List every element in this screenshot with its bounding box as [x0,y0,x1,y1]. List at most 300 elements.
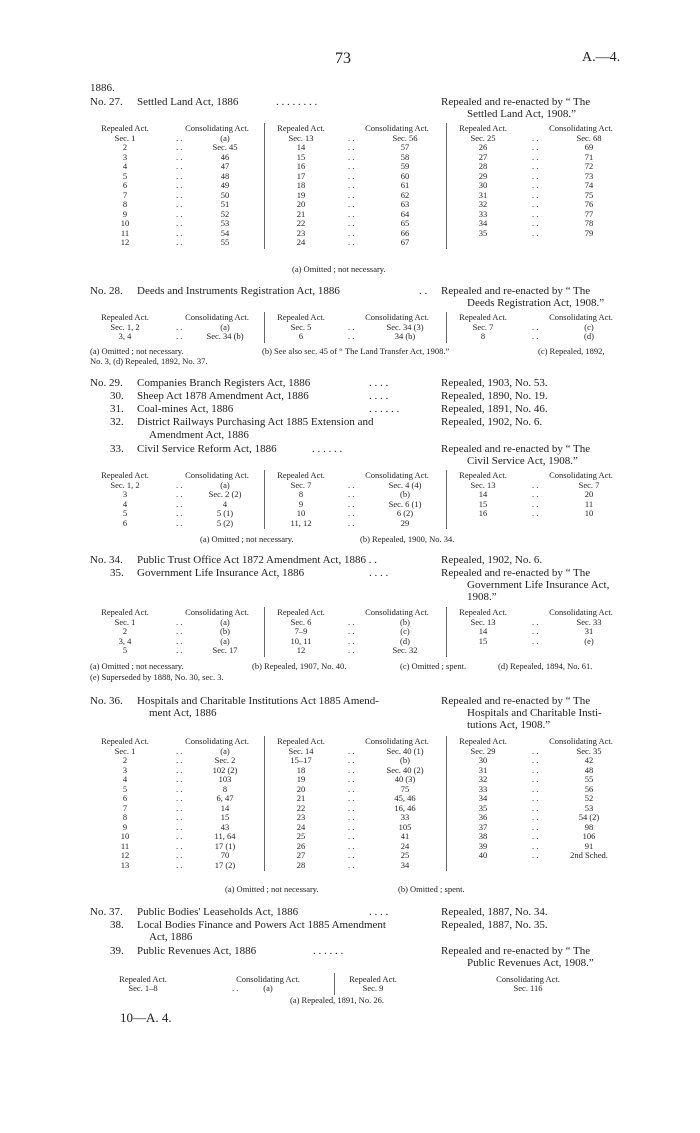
s27-g1-consolidating-cell: 50 [220,189,230,200]
s35-g1-repealed-cell: 3, 4 [118,635,132,646]
s36-g1-dot-leader: . . [176,840,183,851]
s27-g2-dot-leader: . . [348,170,355,181]
list37-item-title: Public Bodies' Leaseholds Act, 1886 [137,906,299,918]
s33-g2-repealed-cell: 10 [296,508,306,518]
s33-g3-repealed-cell: 16 [478,508,488,518]
s33-g2-repealed-cell: 9 [298,498,304,509]
s35-footnote-c: (c) Omitted ; spent. [400,661,467,671]
s33-g1-dot-leader: . . [176,479,183,490]
s36-title-line2: ment Act, 1886 [149,707,217,719]
s36-g1-consolidating-cell: 70 [220,850,230,860]
s27-g3-repealed-cell: 26 [478,142,488,152]
s39-dots: . . . . . . [313,945,344,957]
s27-g2-header-consolidating: Consolidating Act. [365,123,429,133]
s28-status-line1: Repealed and re-enacted by “ The [441,285,591,297]
s33-g2-consolidating-cell: 29 [400,517,410,528]
s35-column-divider [446,607,447,657]
list37-item-number: 38. [110,919,124,931]
s28-column-divider [264,312,265,343]
s35-g2-consolidating-cell: (d) [400,635,410,646]
s36-g1-consolidating-cell: (a) [220,745,230,756]
s39-repealed-1: Sec. 1–8 [128,983,158,993]
s35-g1-header-consolidating: Consolidating Act. [185,607,249,617]
s27-g3-dot-leader: . . [532,208,539,219]
s27-g3-dot-leader: . . [532,199,539,209]
s35-g3-consolidating-cell: (e) [584,635,594,646]
s27-title: Settled Land Act, 1886 [137,96,239,108]
s27-g2-dot-leader: . . [348,218,355,228]
s33-g2-dot-leader: . . [348,479,355,490]
s27-g2-dot-leader: . . [348,180,355,190]
s35-g2-dot-leader: . . [348,645,355,655]
s36-g1-dot-leader: . . [176,812,183,822]
s27-status-line1: Repealed and re-enacted by “ The [441,96,591,108]
s33-g1-consolidating-cell: Sec. 2 (2) [208,489,242,499]
s35-g1-consolidating-cell: (a) [220,616,230,627]
s36-g2-consolidating-cell: 33 [400,812,410,822]
s35-g2-consolidating-cell: (b) [400,616,410,627]
s36-g1-dot-leader: . . [176,821,183,832]
s36-no: No. 36. [90,695,123,707]
s27-g3-dot-leader: . . [532,132,539,143]
s27-g3-consolidating-cell: 69 [584,142,594,152]
s27-g3-consolidating-cell: 71 [584,151,594,162]
s36-g2-repealed-cell: 24 [296,821,306,832]
list29-item-title: District Railways Purchasing Act 1885 Extension and [137,416,374,428]
s36-g2-dot-leader: . . [348,831,355,841]
s36-g3-repealed-cell: 33 [478,783,488,794]
s33-no: 33. [110,443,124,455]
s27-g2-repealed-cell: 19 [296,189,306,200]
s27-g2-repealed-cell: 18 [296,180,306,190]
s36-g2-repealed-cell: 20 [296,783,306,794]
s27-g1-repealed-cell: Sec. 1 [114,132,136,143]
s27-g3-repealed-cell: 34 [478,218,488,228]
s36-g3-consolidating-cell: 55 [584,774,594,784]
s33-g1-repealed-cell: 4 [122,498,128,509]
s33-g1-consolidating-cell: 5 (1) [216,508,234,518]
s35-footnote-d: (d) Repealed, 1894, No. 61. [498,661,593,671]
list29-item-status: Repealed, 1902, No. 6. [441,416,543,428]
s27-g1-repealed-cell: 8 [122,199,128,209]
s27-g3-repealed-cell: 35 [478,227,488,238]
s36-g2-consolidating-cell: 24 [400,840,410,851]
list29-item-title: Sheep Act 1878 Amendment Act, 1886 [137,390,309,402]
s36-g1-repealed-cell: 5 [122,783,128,794]
s27-g3-dot-leader: . . [532,189,539,200]
s28-g2-header-repealed: Repealed Act. [277,312,325,322]
s27-g1-repealed-cell: 3 [122,151,128,162]
s33-g2-dot-leader: . . [348,498,355,509]
s36-g1-repealed-cell: 3 [122,764,128,775]
s27-g1-dot-leader: . . [176,170,183,181]
s39-footnote: (a) Repealed, 1891, No. 26. [290,995,384,1005]
s27-g1-consolidating-cell: 46 [220,151,230,162]
s36-g3-dot-leader: . . [532,764,539,775]
s36-g2-consolidating-cell: Sec. 40 (1) [386,745,424,756]
s27-g1-consolidating-cell: 52 [220,208,230,219]
s36-footnote-a: (a) Omitted ; not necessary. [225,884,319,894]
s36-g3-consolidating-cell: 52 [584,793,594,803]
s36-g1-repealed-cell: 4 [122,774,128,784]
s36-g1-dot-leader: . . [176,859,183,870]
s28-g2-consolidating-cell: Sec. 34 (3) [386,321,424,332]
list29-item-status: Repealed, 1891, No. 46. [441,403,548,415]
s27-g3-repealed-cell: 28 [478,161,488,171]
s33-column-divider [446,470,447,529]
s27-g2-header-repealed: Repealed Act. [277,123,325,133]
s27-g2-repealed-cell: 22 [296,218,306,228]
s36-g1-dot-leader: . . [176,745,183,756]
s35-g2-dot-leader: . . [348,626,355,636]
s27-g3-repealed-cell: 32 [478,199,488,209]
s35-g2-dot-leader: . . [348,635,355,646]
s27-g2-dot-leader: . . [348,208,355,219]
s33-g3-repealed-cell: Sec. 13 [470,479,496,490]
s36-g3-consolidating-cell: 56 [584,783,594,794]
s35-g3-header-repealed: Repealed Act. [459,607,507,617]
s33-g3-dot-leader: . . [532,508,539,518]
s36-title-line1: Hospitals and Charitable Institutions Act 1885 Amend- [137,695,379,707]
s27-g1-dot-leader: . . [176,180,183,190]
s39-header-repealed-1: Repealed Act. [119,974,167,984]
s39-divider [334,973,335,995]
s28-g2-dot-leader: . . [348,321,355,332]
s35-no: 35. [110,567,124,579]
s27-g2-consolidating-cell: 64 [400,208,410,219]
s36-g3-repealed-cell: 39 [478,840,488,851]
s33-status-line1: Repealed and re-enacted by “ The [441,443,591,455]
s28-g3-repealed-cell: 8 [480,331,486,341]
s33-footnote-a: (a) Omitted ; not necessary. [200,534,294,544]
s36-g3-dot-leader: . . [532,783,539,794]
s35-status-line1: Repealed and re-enacted by “ The [441,567,591,579]
s27-g3-consolidating-cell: 74 [584,180,594,190]
s36-g3-repealed-cell: 32 [478,774,488,784]
s27-g1-repealed-cell: 10 [120,218,130,228]
s28-g3-dot-leader: . . [532,321,539,332]
s27-g2-dot-leader: . . [348,227,355,238]
s27-g3-consolidating-cell: 77 [584,208,594,219]
s34-no: No. 34. [90,554,123,566]
s36-g2-consolidating-cell: Sec. 40 (2) [386,764,424,775]
s36-g2-consolidating-cell: (b) [400,755,410,765]
s36-g3-repealed-cell: 35 [478,802,488,813]
s36-g3-dot-leader: . . [532,745,539,756]
s36-g1-consolidating-cell: 17 (1) [214,840,236,851]
s27-g3-repealed-cell: 30 [478,180,488,190]
s27-g1-header-repealed: Repealed Act. [101,123,149,133]
s36-g1-consolidating-cell: 6, 47 [216,793,234,803]
s27-g3-dot-leader: . . [532,142,539,152]
s36-g1-consolidating-cell: 15 [220,812,230,822]
s33-g1-repealed-cell: 5 [122,508,128,518]
list29-item-number: 32. [110,416,124,428]
s35-g1-dot-leader: . . [176,626,183,636]
s33-g3-repealed-cell: 14 [478,489,488,499]
s33-g2-consolidating-cell: (b) [400,489,410,499]
s28-g3-header-consolidating: Consolidating Act. [549,312,613,322]
s36-g3-dot-leader: . . [532,774,539,784]
s28-footnote-a: (a) Omitted ; not necessary. [90,346,184,356]
s27-g2-repealed-cell: 14 [296,142,306,152]
s27-column-divider [264,123,265,249]
s33-g3-consolidating-cell: Sec. 7 [578,479,600,490]
s36-g2-dot-leader: . . [348,840,355,851]
s33-g2-header-repealed: Repealed Act. [277,470,325,480]
s27-g2-repealed-cell: 24 [296,237,306,247]
s32-title-cont: Amendment Act, 1886 [149,429,249,441]
s35-g3-dot-leader: . . [532,626,539,636]
s28-g2-header-consolidating: Consolidating Act. [365,312,429,322]
s36-g1-dot-leader: . . [176,793,183,803]
s35-title: Government Life Insurance Act, 1886 [137,567,305,579]
s28-g2-dot-leader: . . [348,331,355,341]
s35-g2-repealed-cell: 12 [296,645,306,655]
s35-g2-dot-leader: . . [348,616,355,627]
s35-g1-consolidating-cell: Sec. 17 [212,645,238,655]
s36-g1-dot-leader: . . [176,783,183,794]
s36-g1-repealed-cell: 11 [120,840,130,851]
s27-g3-consolidating-cell: 79 [584,227,594,238]
s39-consolidating-2: Sec. 116 [513,983,543,993]
s27-g3-consolidating-cell: 73 [584,170,594,181]
s35-g1-consolidating-cell: (b) [220,626,230,636]
list29-item-dots: . . . . . . [369,403,400,415]
s27-g1-dot-leader: . . [176,132,183,143]
s36-g3-consolidating-cell: 98 [584,821,594,832]
s36-g2-repealed-cell: 27 [296,850,306,860]
s35-g3-consolidating-cell: 31 [584,626,594,636]
s36-g2-dot-leader: . . [348,783,355,794]
s36-g2-repealed-cell: 26 [296,840,306,851]
s35-g3-dot-leader: . . [532,635,539,646]
s27-g2-consolidating-cell: 63 [400,199,410,209]
s35-g1-consolidating-cell: (a) [220,635,230,646]
s27-g1-header-consolidating: Consolidating Act. [185,123,249,133]
s27-g1-repealed-cell: 6 [122,180,128,190]
s27-g2-dot-leader: . . [348,151,355,162]
s33-g2-header-consolidating: Consolidating Act. [365,470,429,480]
s27-g2-dot-leader: . . [348,237,355,247]
s39-title: Public Revenues Act, 1886 [137,945,257,957]
s36-status-line1: Repealed and re-enacted by “ The [441,695,591,707]
s27-g2-dot-leader: . . [348,189,355,200]
s33-g2-consolidating-cell: 6 (2) [396,508,414,518]
s28-g3-consolidating-cell: (d) [584,331,594,341]
s36-g2-dot-leader: . . [348,764,355,775]
s35-g3-consolidating-cell: Sec. 33 [576,616,602,627]
s28-g1-header-consolidating: Consolidating Act. [185,312,249,322]
s36-g1-dot-leader: . . [176,764,183,775]
s33-g1-repealed-cell: Sec. 1, 2 [110,479,140,490]
s35-g2-repealed-cell: 7–9 [294,626,308,636]
s27-g3-dot-leader: . . [532,180,539,190]
s36-g2-header-consolidating: Consolidating Act. [365,736,429,746]
s33-g2-consolidating-cell: Sec. 6 (1) [388,498,422,509]
s33-g1-dot-leader: . . [176,489,183,499]
s36-g3-consolidating-cell: 106 [582,831,596,841]
s36-status-line2: Hospitals and Charitable Insti- [467,707,602,719]
s36-g3-repealed-cell: 34 [478,793,488,803]
s27-g2-consolidating-cell: 60 [400,170,410,181]
s27-g1-repealed-cell: 2 [122,142,128,152]
s39-status-line2: Public Revenues Act, 1908.” [467,957,594,969]
s27-g1-repealed-cell: 12 [120,237,130,247]
s36-g3-consolidating-cell: 91 [584,840,594,851]
s36-g1-repealed-cell: 2 [122,755,128,765]
s28-g1-dot-leader: . . [176,331,183,341]
s35-g1-dot-leader: . . [176,635,183,646]
s36-g1-repealed-cell: 8 [122,812,128,822]
s28-g2-repealed-cell: 6 [298,331,304,341]
s27-g1-dot-leader: . . [176,218,183,228]
s27-g1-consolidating-cell: (a) [220,132,230,143]
s33-g3-dot-leader: . . [532,489,539,499]
s27-g3-consolidating-cell: 75 [584,189,594,200]
list29-item-dots: . . . . [369,390,389,402]
s28-no: No. 28. [90,285,123,297]
s36-g3-repealed-cell: Sec. 29 [470,745,496,756]
s27-no: No. 27. [90,96,123,108]
s36-g1-consolidating-cell: Sec. 2 [214,755,236,765]
s27-g3-header-repealed: Repealed Act. [459,123,507,133]
s33-title: Civil Service Reform Act, 1886 [137,443,277,455]
s33-g1-dot-leader: . . [176,508,183,518]
page-reference: A.—4. [582,50,621,65]
s36-status-line3: tutions Act, 1908.” [467,719,551,731]
s27-g1-dot-leader: . . [176,237,183,247]
s35-g2-consolidating-cell: (c) [400,626,410,636]
s27-g2-consolidating-cell: Sec. 56 [392,132,418,143]
s33-g1-repealed-cell: 6 [122,517,128,528]
s33-dots: . . . . . . [312,443,343,455]
s33-g2-repealed-cell: 8 [298,489,304,499]
s36-g2-repealed-cell: 19 [296,774,306,784]
s33-g2-dot-leader: . . [348,508,355,518]
s36-g2-repealed-cell: 18 [296,764,306,775]
s27-g2-repealed-cell: 23 [296,227,306,238]
s28-g1-repealed-cell: Sec. 1, 2 [110,321,140,332]
s36-g1-repealed-cell: 9 [122,821,128,832]
s27-g1-consolidating-cell: 49 [220,180,230,190]
s36-g2-consolidating-cell: 45, 46 [394,793,416,803]
s36-g3-repealed-cell: 40 [478,850,488,860]
s36-g2-dot-leader: . . [348,774,355,784]
s36-footnote-b: (b) Omitted ; spent. [398,884,465,894]
s28-footnote-b: (b) See also sec. 45 of “ The Land Transfer Act, 1908.” [262,346,450,356]
list29-item-status: Repealed, 1890, No. 19. [441,390,548,402]
s35-status-line3: 1908.” [467,591,497,603]
s39-header-consolidating-1: Consolidating Act. [236,974,300,984]
s36-g1-consolidating-cell: 11, 64 [214,831,236,841]
s36-g3-repealed-cell: 36 [478,812,488,822]
s28-footnote-c: (c) Repealed, 1892, [538,346,605,356]
s33-g3-header-consolidating: Consolidating Act. [549,470,613,480]
s36-g2-consolidating-cell: 105 [398,821,412,832]
s27-g1-dot-leader: . . [176,199,183,209]
s27-g3-header-consolidating: Consolidating Act. [549,123,613,133]
s36-g1-header-repealed: Repealed Act. [101,736,149,746]
s36-g3-consolidating-cell: 2nd Sched. [570,850,608,860]
s27-g1-dot-leader: . . [176,189,183,200]
s36-g2-dot-leader: . . [348,755,355,765]
s27-g3-repealed-cell: Sec. 25 [470,132,496,143]
s36-g2-repealed-cell: 21 [296,793,306,803]
s27-g1-consolidating-cell: 48 [220,170,230,181]
s36-g1-repealed-cell: Sec. 1 [114,745,136,756]
s33-column-divider [264,470,265,529]
s36-g2-consolidating-cell: 34 [400,859,410,870]
s35-g2-repealed-cell: 10, 11 [290,635,312,646]
s35-g3-repealed-cell: 15 [478,635,488,646]
s33-g2-dot-leader: . . [348,489,355,499]
s27-dots: . . . . . . . . [276,96,318,108]
s36-g3-dot-leader: . . [532,840,539,851]
s36-g1-repealed-cell: 12 [120,850,130,860]
s33-g1-consolidating-cell: 5 (2) [216,517,234,528]
s27-g1-repealed-cell: 9 [122,208,128,219]
s27-g3-dot-leader: . . [532,151,539,162]
s28-g1-consolidating-cell: Sec. 34 (b) [206,331,244,341]
s27-g2-dot-leader: . . [348,142,355,152]
s27-g1-consolidating-cell: Sec. 45 [212,142,238,152]
s36-g3-consolidating-cell: 48 [584,764,594,775]
s33-g3-dot-leader: . . [532,479,539,490]
s28-g1-dot-leader: . . [176,321,183,332]
s27-g1-repealed-cell: 4 [122,161,128,171]
s28-column-divider [446,312,447,343]
year-heading: 1886. [90,82,115,94]
s28-footnote-d: No. 3, (d) Repealed, 1892, No. 37. [90,356,208,366]
list29-item-number: No. 29. [90,377,123,389]
s35-g2-header-consolidating: Consolidating Act. [365,607,429,617]
s27-g3-repealed-cell: 31 [478,189,488,200]
s27-g2-consolidating-cell: 65 [400,218,410,228]
list29-item-number: 30. [110,390,124,402]
s36-g1-repealed-cell: 6 [122,793,128,803]
s27-g2-repealed-cell: 16 [296,161,306,171]
s27-g3-consolidating-cell: 76 [584,199,594,209]
s35-dots: . . . . [369,567,389,579]
list37-item-title: Local Bodies Finance and Powers Act 1885 Amendment [137,919,386,931]
s36-g2-dot-leader: . . [348,802,355,813]
s36-g2-repealed-cell: 23 [296,812,306,822]
s36-column-divider [264,736,265,871]
s28-g1-header-repealed: Repealed Act. [101,312,149,322]
s36-g1-consolidating-cell: 8 [222,783,228,794]
s28-dots: . . [419,285,428,297]
s27-g3-repealed-cell: 33 [478,208,488,219]
s27-g3-dot-leader: . . [532,218,539,228]
s33-g2-repealed-cell: Sec. 7 [290,479,312,490]
s27-g1-consolidating-cell: 47 [220,161,230,171]
s27-g2-repealed-cell: 15 [296,151,306,162]
s36-g1-consolidating-cell: 103 [218,774,232,784]
s28-status-line2: Deeds Registration Act, 1908.” [467,297,605,309]
s35-g1-dot-leader: . . [176,645,183,655]
s36-g2-consolidating-cell: 16, 46 [394,802,416,813]
s27-g1-repealed-cell: 5 [122,170,128,181]
s27-g1-dot-leader: . . [176,161,183,171]
s27-g2-consolidating-cell: 57 [400,142,410,152]
s28-g1-consolidating-cell: (a) [220,321,230,332]
s27-g2-repealed-cell: 20 [296,199,306,209]
s27-g1-dot-leader: . . [176,227,183,238]
s33-g1-repealed-cell: 3 [122,489,128,499]
s35-g2-repealed-cell: Sec. 6 [290,616,312,627]
s36-g1-consolidating-cell: 43 [220,821,230,832]
